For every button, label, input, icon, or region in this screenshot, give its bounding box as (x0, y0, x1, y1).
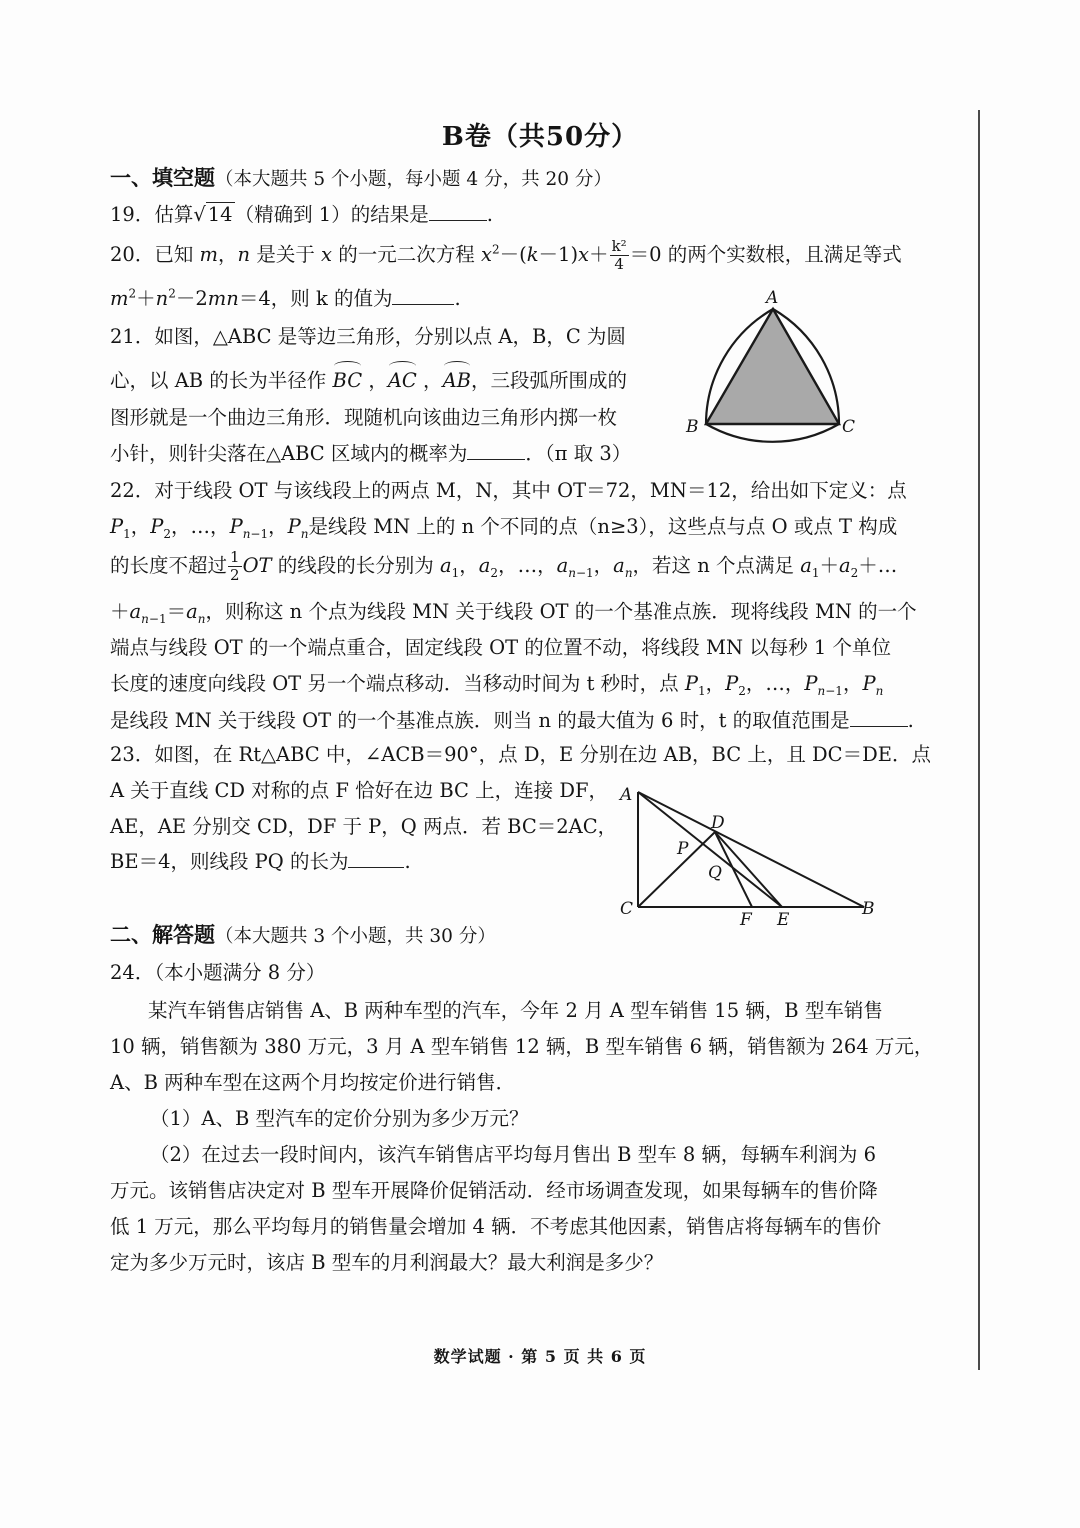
q22-l4-post: ，则称这 n 个点为线段 MN 关于线段 OT 的一个基准点族．现将线段 MN 的一个 (205, 600, 917, 623)
q20-frac-den: 4 (614, 255, 624, 273)
q22-l3-post: 的线段的长分别为 (277, 554, 434, 577)
arc-bc: BC (333, 366, 363, 396)
section-1-note: （本大题共 5 个小题，每小题 4 分，共 20 分） (215, 169, 612, 190)
answer-blank-21[interactable] (467, 441, 525, 460)
q21-l2-pre: 心，以 AB 的长为半径作 (110, 369, 327, 392)
label-c: C (842, 417, 856, 437)
question-22-line-1: 22．对于线段 OT 与该线段上的两点 M，N，其中 OT＝72，MN＝12，给出如下定义：点 (110, 479, 907, 502)
question-22-line-5: 端点与线段 OT 的一个端点重合，固定线段 OT 的位置不动，将线段 MN 以每秒 1 个单位 (110, 636, 892, 659)
segment-ae (638, 792, 782, 907)
label-q: Q (708, 863, 722, 883)
page-footer: 数学试题 · 第 5 页 共 6 页 (433, 1347, 647, 1366)
q19-end: . (486, 203, 493, 226)
arc-ab: AB (443, 366, 471, 396)
section-2-heading (110, 920, 496, 952)
q24-subquestion-2-line-1: （2）在过去一段时间内，该汽车销售店平均每月售出 B 型车 8 辆，每辆车利润为 6 (150, 1143, 877, 1166)
q20-eq-pre: 的一元二次方程 (338, 243, 475, 266)
section-2-title: 二、解答题 (110, 923, 215, 947)
question-21-line-2: 心，以 AB 的长为半径作 BC ，AC ，AB，三段弧所围成的 (110, 366, 627, 396)
question-23-line-2: A 关于直线 CD 对称的点 F 恰好在边 BC 上，连接 DF， (110, 779, 609, 802)
q24-paragraph-1: 某汽车销售店销售 A、B 两种车型的汽车，今年 2 月 A 型车销售 15 辆，B 型车销售 (148, 999, 883, 1022)
answer-blank-22[interactable] (850, 708, 908, 727)
q22-l2-post: 是线段 MN 上的 n 个不同的点（n≥3），这些点与点 O 或点 T 构成 (308, 515, 898, 538)
q20-fraction (610, 238, 629, 273)
question-23-line-1: 23．如图，在 Rt△ABC 中，∠ACB＝90°，点 D，E 分别在边 AB，BC 上，且 DC＝DE．点 (110, 743, 931, 766)
q23-l4-pre: BE＝4，则线段 PQ 的长为 (110, 850, 349, 873)
q22-l3-tail: ，若这 n 个点满足 (632, 554, 795, 577)
section-1-title: 一、填空题 (110, 166, 215, 190)
question-21-line-1: 21．如图，△ABC 是等边三角形，分别以点 A，B，C 为圆 (110, 325, 626, 348)
q19-pre: 19．估算 (110, 203, 194, 226)
q22-end: . (907, 709, 914, 732)
q21-l4-pre: 小针，则针尖落在△ABC 区域内的概率为 (110, 442, 468, 465)
q20-post: ＝0 的两个实数根，且满足等式 (629, 243, 902, 266)
page-edge-line (978, 110, 980, 1370)
q24-subquestion-2-line-3: 低 1 万元，那么平均每月的销售量会增加 4 辆．不考虑其他因素，销售店将每辆车的售价 (110, 1215, 882, 1238)
q22-l6-pre: 长度的速度向线段 OT 另一个端点移动．当移动时间为 t 秒时，点 (110, 672, 679, 695)
question-22-line-3: 的长度不超过 $\frac{1}{2}$ OT 的线段的长分别为 $a_1$，$a_2$，…，$a_{n-1}$，$a_n$，若这 n 个点满足 $a_1+a_2+\dots$ (110, 548, 898, 584)
sqrt-sign: √ (193, 203, 206, 226)
q22-frac-num: 1 (230, 548, 240, 566)
question-22-line-4: $+a_{n-1}=a_n$，则称这 n 个点为线段 MN 关于线段 OT 的一个基准点族．现将线段 MN 的一个 (110, 600, 917, 626)
arc-ac: AC (388, 366, 417, 396)
answer-blank-20[interactable] (392, 286, 454, 305)
page-title: B卷（共50分） (441, 122, 639, 152)
question-21-line-4 (110, 439, 631, 469)
question-20-line-1: 20．已知 m，n 是关于 x 的一元二次方程 $x^2-(k-1)x+$ $\frac{\text{k²}}{4}$ ＝0 的两个实数根，且满足等式 (110, 237, 902, 273)
question-21-line-3: 图形就是一个曲边三角形．现随机向该曲边三角形内掷一枚 (110, 406, 618, 429)
label-e: E (777, 910, 790, 930)
q24-subquestion-1: （1）A、B 型汽车的定价分别为多少万元？ (150, 1107, 529, 1130)
question-23-line-3: AE，AE 分别交 CD，DF 于 P，Q 两点．若 BC＝2AC， (110, 815, 618, 838)
label-b: B (862, 899, 875, 919)
label-b: B (686, 417, 699, 437)
q21-l4-post: ．（π 取 3） (525, 442, 632, 465)
q19-radicand: 14 (207, 203, 233, 226)
q24-paragraph-3: A、B 两种车型在这两个月均按定价进行销售． (110, 1071, 516, 1094)
label-c: C (620, 899, 634, 919)
q24-paragraph-2: 10 辆，销售额为 380 万元，3 月 A 型车销售 12 辆，B 型车销售 6 辆，销售额为 264 万元， (110, 1035, 934, 1058)
q24-subquestion-2-line-4: 定为多少万元时，该店 B 型车的月利润最大？最大利润是多少？ (110, 1251, 664, 1274)
q22-frac-den: 2 (230, 566, 240, 584)
q22-l3-pre: 的长度不超过 (110, 554, 228, 577)
q20-frac-num: k² (611, 237, 627, 255)
question-20-line-2: $m^2+n^2-2mn=4$，则 k 的值为 . (110, 286, 461, 310)
right-triangle-figure (600, 772, 900, 934)
answer-blank-23[interactable] (348, 849, 404, 868)
q21-l2-post: ，三段弧所围成的 (470, 369, 627, 392)
label-a: A (766, 288, 779, 308)
label-a: A (620, 785, 633, 805)
label-f: F (740, 910, 752, 930)
q19-post: （精确到 1）的结果是 (234, 203, 429, 226)
q22-fraction (228, 549, 242, 584)
question-22-line-2: $P_1$，$P_2$，…，$P_{n-1}$，$P_n$是线段 MN 上的 n 个不同的点（n≥3），这些点与点 O 或点 T 构成 (110, 515, 898, 541)
question-22-line-6: 长度的速度向线段 OT 另一个端点移动．当移动时间为 t 秒时，点 $P_1$，$P_2$，…，$P_{n-1}$，$P_n$ (110, 672, 884, 698)
section-2-note: （本大题共 3 个小题，共 30 分） (215, 926, 496, 947)
question-19 (110, 200, 493, 230)
q20-l2-post: ＝4，则 k 的值为 (238, 287, 393, 310)
q24-subquestion-2-line-2: 万元。该销售店决定对 B 型车开展降价促销活动．经市场调查发现，如果每辆车的售价降 (110, 1179, 878, 1202)
question-22-line-7 (110, 706, 914, 736)
q22-l7-pre: 是线段 MN 关于线段 OT 的一个基准点族．则当 n 的最大值为 6 时，t 的取值范围是 (110, 709, 850, 732)
q20-pre: 20．已知 (110, 243, 194, 266)
label-p: P (677, 839, 689, 859)
segment-de (715, 832, 782, 907)
q20-end: . (454, 287, 461, 310)
question-24-title: 24．（本小题满分 8 分） (110, 961, 326, 984)
equilateral-triangle-abc (706, 309, 839, 424)
question-23-line-4 (110, 847, 411, 877)
section-1-heading (110, 163, 612, 195)
answer-blank-19[interactable] (429, 202, 487, 221)
q20-mid: 是关于 (256, 243, 315, 266)
reuleaux-triangle-figure (678, 284, 878, 444)
q23-end: . (404, 850, 411, 873)
label-d: D (711, 813, 725, 833)
segment-ab (638, 792, 864, 907)
